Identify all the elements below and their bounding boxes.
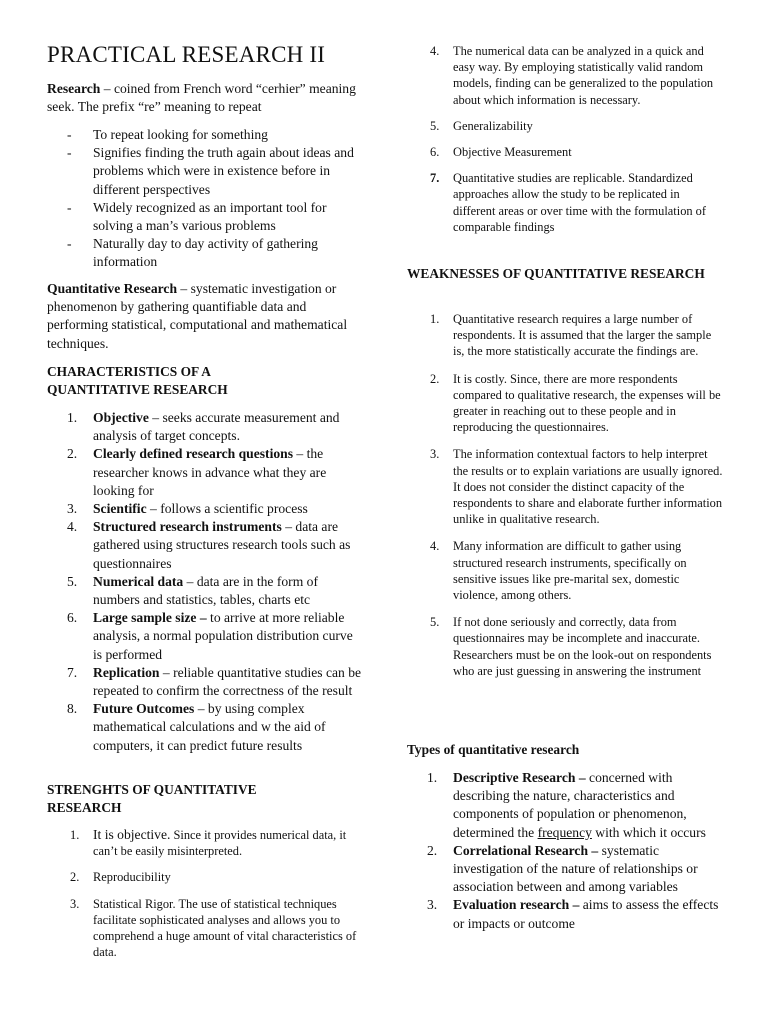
list-item: 5. If not done seriously and correctly, data from questionnaires may be incomplete and inaccurate. Researchers must be on the look-out on respondents who are just guessing in answering the instrument xyxy=(430,615,712,678)
list-item: 2. Correlational Research – systematic investigation of the nature of relationships or association between and among variables xyxy=(427,842,698,895)
list-item: 1. Descriptive Research – concerned with describing the nature, characteristics and components of population or phenomenon, determined the frequency with which it occurs xyxy=(427,770,706,840)
types-heading: Types of quantitative research xyxy=(407,742,580,757)
characteristics-heading: CHARACTERISTICS OF A QUANTITATIVE RESEARCH xyxy=(47,364,228,398)
quantitative-definition: Quantitative Research – systematic investigation or phenomenon by gathering quantifiable data and performing statistical, computational and mathematical techniques. xyxy=(47,281,348,351)
weaknesses-heading: WEAKNESSES OF QUANTITATIVE RESEARCH xyxy=(407,266,705,281)
research-definition: Research – coined from French word “cerhier” meaning seek. The prefix “re” meaning to repeat xyxy=(47,81,356,115)
list-item: 3. Statistical Rigor. The use of statistical techniques facilitate sophisticated analyses and allows you to comprehend a huge amount of vital characteristics of data. xyxy=(70,896,357,960)
list-item: 5. Generalizability xyxy=(430,118,533,133)
list-item: 4. Many information are difficult to gather using structured research instruments, specifically on sensitive issues like pre-marital sex, domestic violence, among others. xyxy=(430,539,687,603)
list-item: 2. Reproducibility xyxy=(70,870,171,885)
types-list xyxy=(407,769,723,933)
list-item: 6. Objective Measurement xyxy=(430,145,572,160)
list-item: 1. Objective – seeks accurate measurement and analysis of target concepts. xyxy=(67,410,340,444)
list-item: - Widely recognized as an important tool for solving a man’s various problems xyxy=(67,199,327,234)
list-item: 7. Quantitative studies are replicable. Standardized approaches allow the study to be replicated in different areas or over time with the formulation of comparable findings xyxy=(430,171,707,234)
list-item: 4. The numerical data can be analyzed in a quick and easy way. By employing statistically valid random models, finding can be generalized to the population about which information is necessary. xyxy=(430,44,714,107)
list-item: 7. Replication – reliable quantitative studies can be repeated to confirm the correctness of the result xyxy=(67,664,362,699)
list-item: 1. Quantitative research requires a large number of respondents. It is assumed that the larger the sample is, the more statistically accurate the findings are. xyxy=(430,312,712,359)
list-item: 4. Structured research instruments – data are gathered using structures research tools such as questionnaires xyxy=(67,519,351,571)
list-item: - Naturally day to day activity of gathering information xyxy=(67,236,318,270)
list-item: 5. Numerical data – data are in the form of numbers and statistics, tables, charts etc xyxy=(67,573,318,608)
list-item: 2. It is costly. Since, there are more respondents compared to qualitative research, the expenses will be greater in reaching out to these people and in reproducing the questionnaires. xyxy=(430,371,721,435)
strengths-list-part2 xyxy=(407,43,723,235)
strengths-list-part1 xyxy=(47,827,365,960)
list-item: - To repeat looking for something xyxy=(67,127,268,142)
list-item: 3. Scientific – follows a scientific process xyxy=(67,501,308,517)
list-item: 2. Clearly defined research questions – the researcher knows in advance what they are looking for xyxy=(67,446,327,498)
page-title: PRACTICAL RESEARCH II xyxy=(47,42,326,67)
research-points-list xyxy=(47,126,365,272)
term-quantitative: Quantitative Research xyxy=(47,281,178,296)
list-item: 1. It is objective. Since it provides numerical data, it can’t be easily misinterpreted. xyxy=(70,827,347,859)
characteristics-list xyxy=(47,409,365,755)
list-item: - Signifies finding the truth again about ideas and problems which were in existence before in different perspectives xyxy=(67,145,354,197)
term-research: Research xyxy=(47,81,101,96)
strengths-heading: STRENGHTS OF QUANTITATIVE RESEARCH xyxy=(47,782,257,816)
list-item: 6. Large sample size – to arrive at more reliable analysis, a normal population distribution curve is performed xyxy=(67,610,353,662)
weaknesses-list xyxy=(407,311,723,679)
list-item: 3. The information contextual factors to help interpret the results or to explain variations are usually ignored. It does not consider the distinct capacity of the respondents to share and elaborate further information unlike in qualitative research. xyxy=(430,447,723,527)
list-item: 8. Future Outcomes – by using complex mathematical calculations and w the aid of computers, it can predict future results xyxy=(67,701,326,753)
list-item: 3. Evaluation research – aims to assess the effects or impacts or outcome xyxy=(427,897,719,931)
